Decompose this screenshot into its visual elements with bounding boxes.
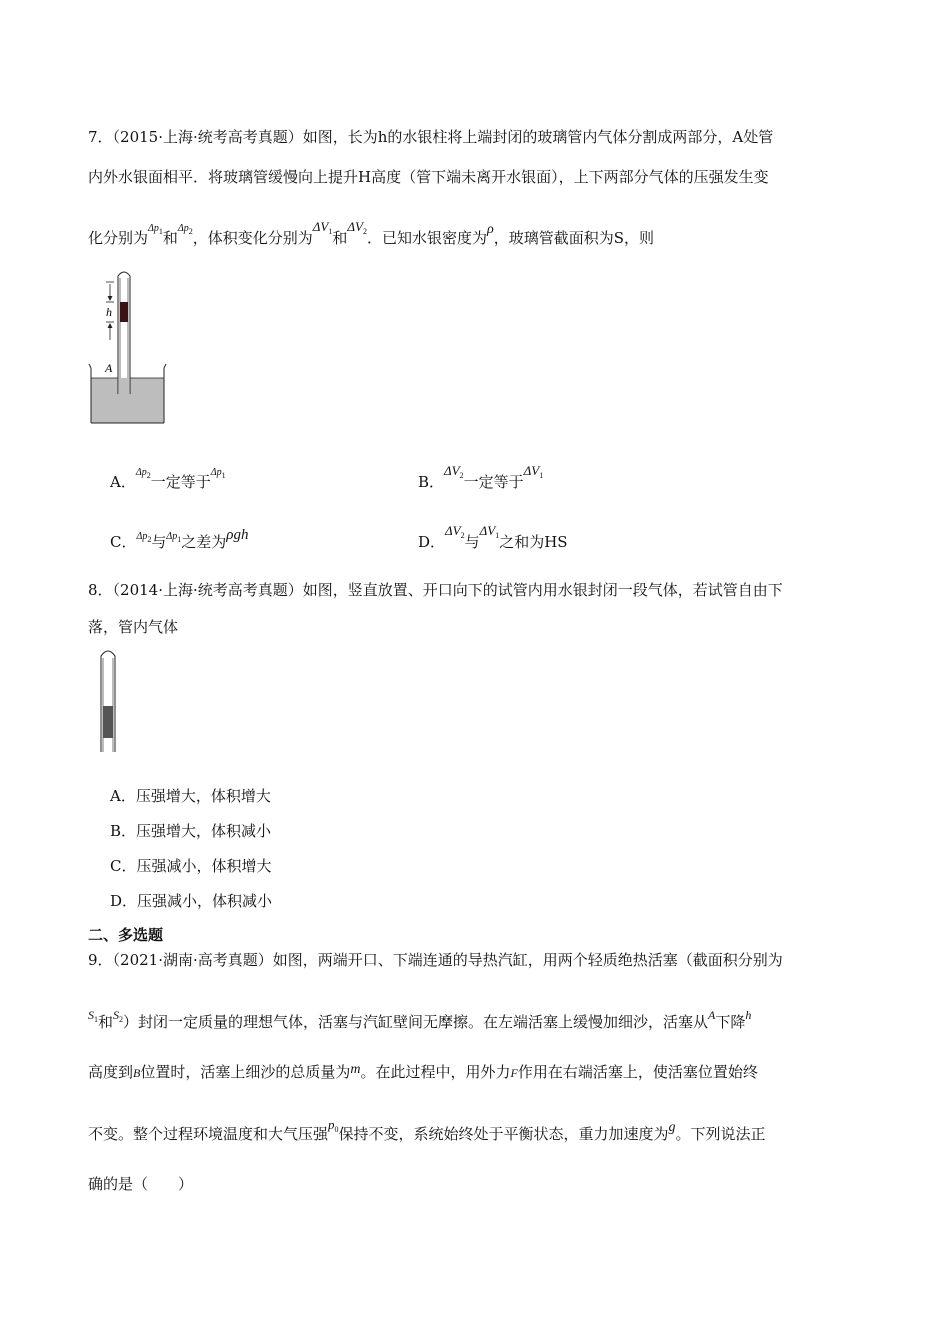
q7-option-a[interactable] xyxy=(110,467,226,498)
q7-line3 xyxy=(88,219,654,254)
q8-test-tube xyxy=(96,646,120,756)
q8-option-c[interactable]: C．压强减小，体积增大 xyxy=(110,857,272,875)
delta-p1: Δp1 xyxy=(210,467,226,480)
rho-symbol: ρ xyxy=(486,222,494,237)
q7-text: 和 xyxy=(162,229,178,247)
f-symbol: F xyxy=(510,1066,518,1080)
q9-line5: 确的是（ ） xyxy=(88,1175,194,1193)
h-symbol: h xyxy=(745,1008,752,1022)
q7-text: 和 xyxy=(332,229,348,247)
q9-text: 保持不变，系统始终处于平衡状态，重力加速度为 xyxy=(338,1125,669,1143)
rho-g-h: ρgh xyxy=(226,527,249,543)
option-label: B． xyxy=(418,473,445,491)
q9-line3 xyxy=(88,1062,758,1084)
delta-v2: $\Delta V_2$ xyxy=(347,219,367,236)
q7-text: ，体积变化分别为 xyxy=(192,229,313,247)
g-symbol: g xyxy=(668,1120,676,1135)
option-text: 与 xyxy=(151,533,167,551)
s1-symbol: S1 xyxy=(88,1008,98,1024)
q7-line1: 7．（2015·上海·统考高考真题）如图，长为h的水银柱将上端封闭的玻璃管内气体分割成两部分，A处管 xyxy=(88,128,774,146)
option-text: 一定等于 xyxy=(150,473,211,491)
s2-symbol: S2 xyxy=(113,1008,124,1024)
mercury-column xyxy=(120,302,128,322)
delta-p1: Δp1 xyxy=(166,531,182,544)
delta-p1: Δp1 xyxy=(148,223,163,236)
option-text: 与 xyxy=(464,533,480,551)
section-title: 二、多选题 xyxy=(88,926,164,944)
option-label: A． xyxy=(110,473,136,491)
q9-text: 和 xyxy=(98,1013,114,1031)
h-label: h xyxy=(106,305,112,319)
option-label: C． xyxy=(110,533,137,551)
q9-text: 。在此过程中，用外力 xyxy=(360,1063,511,1081)
delta-p2: Δp2 xyxy=(177,223,193,236)
q7-text: ．已知水银密度为 xyxy=(366,229,487,247)
q9-text: 下降 xyxy=(715,1013,746,1031)
q8-option-a[interactable]: A．压强增大，体积增大 xyxy=(110,787,271,805)
q7-text: 化分别为 xyxy=(88,229,149,247)
q8-line2: 落，管内气体 xyxy=(88,618,179,636)
q9-text: 不变。整个过程环境温度和大气压强 xyxy=(88,1125,329,1143)
q9-line2 xyxy=(88,1008,752,1038)
q9-text: ）封闭一定质量的理想气体，活塞与汽缸壁间无摩擦。在左端活塞上缓慢加细沙，活塞从 xyxy=(123,1013,709,1031)
q9-text: 高度到 xyxy=(88,1063,134,1081)
q8-option-b[interactable]: B．压强增大，体积减小 xyxy=(110,822,272,840)
q7-option-c[interactable] xyxy=(110,527,249,558)
q7-figure xyxy=(84,268,174,428)
q7-text: ，玻璃管截面积为S，则 xyxy=(493,229,654,247)
q7-option-d[interactable] xyxy=(418,523,568,558)
delta-v1: $\Delta V_1$ xyxy=(523,463,544,480)
option-text: 之和为HS xyxy=(499,533,568,551)
delta-v2: $\Delta V_2$ xyxy=(444,463,464,480)
b-symbol: B xyxy=(133,1066,141,1080)
q9-text: 作用在右端活塞上，使活塞位置始终 xyxy=(517,1063,758,1081)
q7-option-b[interactable] xyxy=(418,463,544,498)
p0-symbol: $p_0$ xyxy=(328,1117,339,1134)
delta-v2: $\Delta V_2$ xyxy=(445,523,465,540)
delta-v1: $\Delta V_1$ xyxy=(312,219,333,236)
delta-p2: Δp2 xyxy=(135,467,151,480)
q9-text: 。下列说法正 xyxy=(675,1125,766,1143)
q9-line1: 9．（2021·湖南·高考真题）如图，两端开口、下端连通的导热汽缸，用两个轻质绝热活塞（截面积分别为 xyxy=(88,951,783,969)
option-label: D． xyxy=(418,533,446,551)
a-symbol: A xyxy=(708,1008,716,1022)
q7-line2: 内外水银面相平．将玻璃管缓慢向上提升H高度（管下端未离开水银面），上下两部分气体的压强发生变 xyxy=(88,168,769,186)
q9-text: 位置时，活塞上细沙的总质量为 xyxy=(140,1063,351,1081)
option-text: 之差为 xyxy=(181,533,227,551)
q8-option-d[interactable]: D．压强减小，体积减小 xyxy=(110,892,273,910)
delta-v1: $\Delta V_1$ xyxy=(479,523,500,540)
m-symbol: m xyxy=(350,1062,361,1077)
delta-p2: Δp2 xyxy=(136,531,152,544)
mercury-column xyxy=(103,706,113,738)
q8-line1: 8．（2014·上海·统考高考真题）如图，竖直放置、开口向下的试管内用水银封闭一段气体，若试管自由下 xyxy=(88,581,783,599)
a-label: A xyxy=(105,361,113,375)
q9-line4 xyxy=(88,1117,766,1150)
option-text: 一定等于 xyxy=(463,473,524,491)
